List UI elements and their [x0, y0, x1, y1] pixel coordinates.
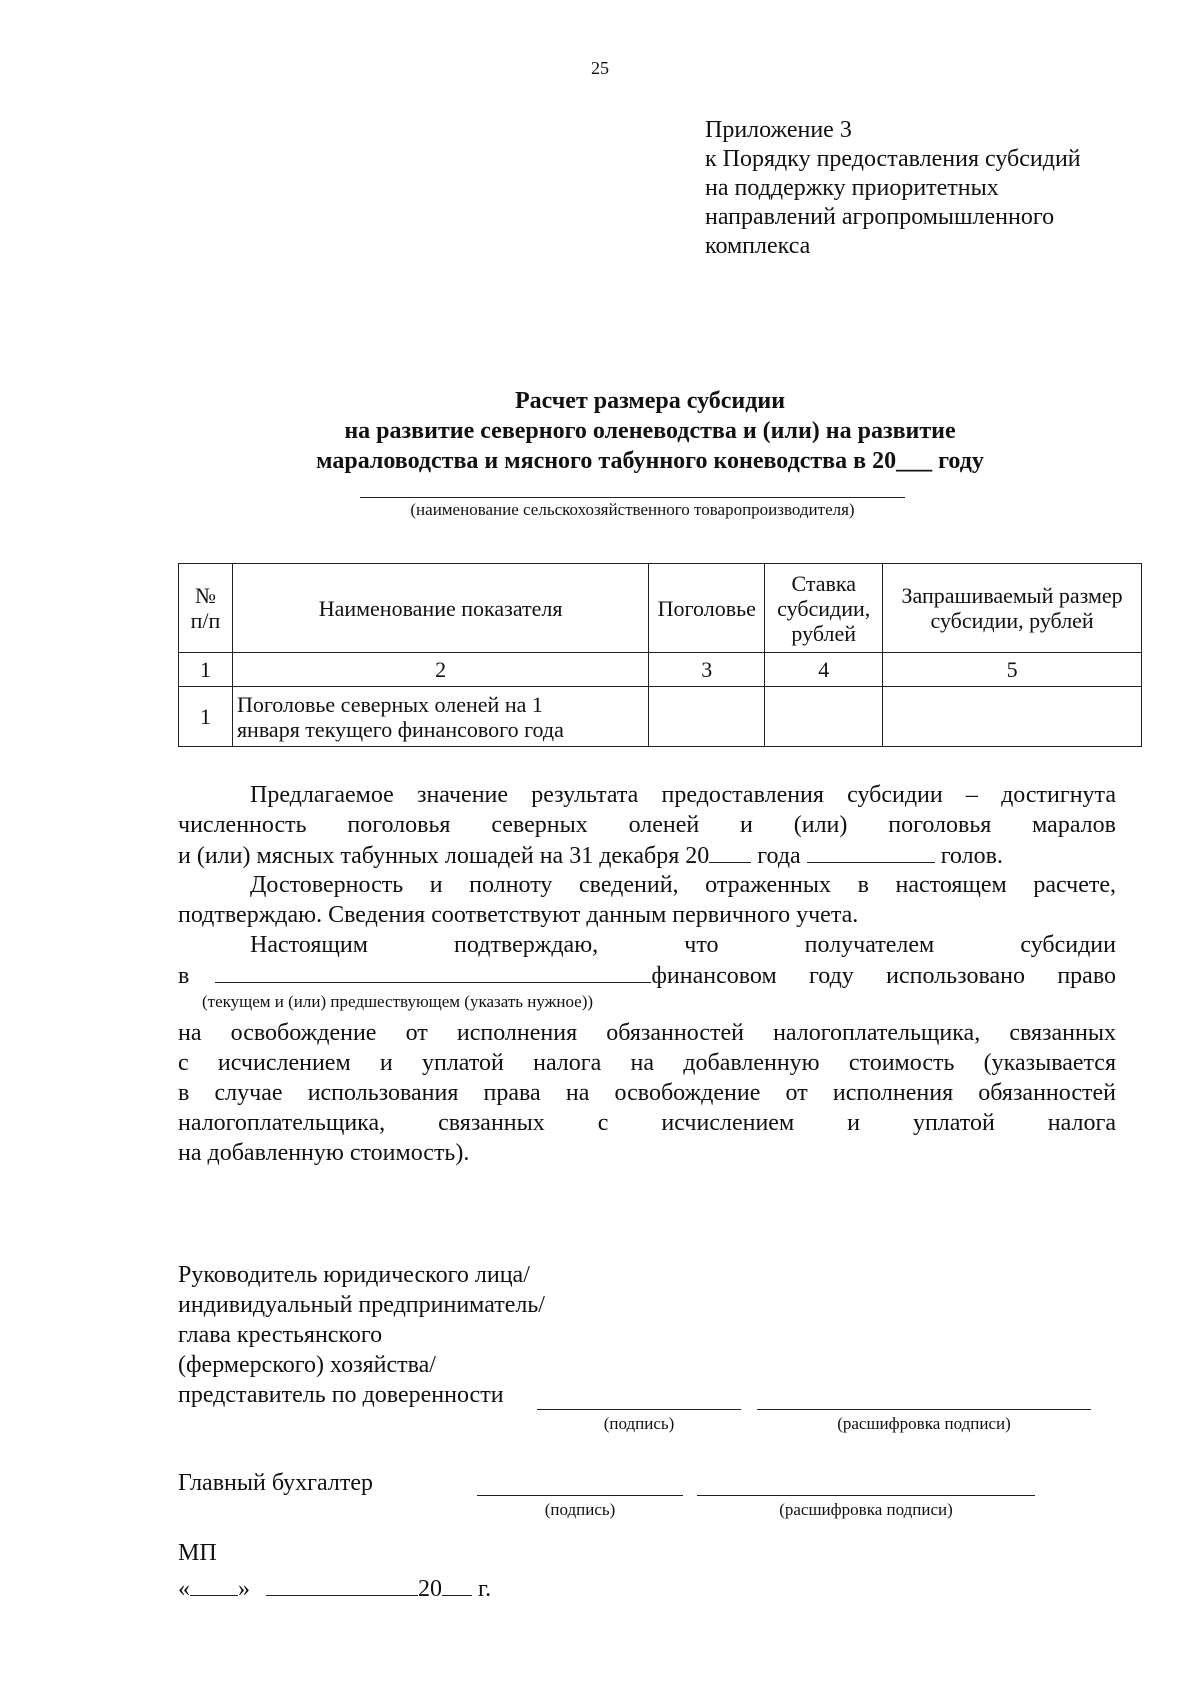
para-exemption-line: налогоплательщика, связанных с исчислением и уплатой налога: [178, 1110, 1116, 1136]
appendix-line: Приложение 3: [705, 117, 852, 143]
document-title: [180, 386, 1120, 476]
title-line: мараловодства и мясного табунного коневодства в 20___ году: [316, 448, 984, 474]
appendix-line: направлений агропромышленного: [705, 204, 1055, 230]
page-number: 25: [591, 58, 609, 78]
column-number: 3: [649, 653, 765, 687]
row-indicator-name: [232, 687, 648, 747]
para-exemption-line: на освобождение от исполнения обязанностей налогоплательщика, связанных: [178, 1020, 1116, 1046]
para-certify-line: подтверждаю. Сведения соответствуют данным первичного учета.: [178, 902, 859, 928]
year-suffix-blank[interactable]: [442, 1573, 472, 1596]
head-signature-line[interactable]: [537, 1409, 741, 1410]
org-name-caption: (наименование сельскохозяйственного товаропроизводителя): [410, 500, 855, 519]
accountant-signature-caption: (подпись): [544, 1500, 616, 1519]
heads-blank[interactable]: [807, 840, 935, 863]
accountant-label: Главный бухгалтер: [178, 1470, 373, 1496]
date-close-quote: »: [238, 1576, 250, 1602]
head-title-line: Руководитель юридического лица/: [178, 1262, 530, 1288]
row-rate-cell[interactable]: [765, 687, 883, 747]
para-certify-line: Достоверность и полноту сведений, отраженных в настоящем расчете,: [250, 872, 1116, 898]
head-signature-caption: (подпись): [603, 1414, 675, 1433]
para-confirm-line: [178, 960, 1116, 991]
head-title-line: (фермерского) хозяйства/: [178, 1352, 436, 1378]
para-exemption-line: с исчислением и уплатой налога на добавленную стоимость (указывается: [178, 1050, 1116, 1076]
header-heads: Поголовье: [649, 564, 765, 653]
header-requested: [883, 564, 1142, 653]
head-title-line: глава крестьянского: [178, 1322, 383, 1348]
para-result-line: численность поголовья северных оленей и (или) поголовья маралов: [178, 812, 1116, 838]
column-number-row: [179, 653, 1142, 687]
result-heads-word: голов.: [940, 843, 1003, 869]
column-number: 1: [179, 653, 233, 687]
stamp-mark: МП: [178, 1540, 217, 1566]
column-number: 5: [883, 653, 1142, 687]
row-heads-cell[interactable]: [649, 687, 765, 747]
date-year: 20: [418, 1576, 442, 1602]
date-line: [178, 1573, 1116, 1604]
calculation-table: [178, 563, 1142, 747]
result-year-word: года: [757, 843, 801, 869]
confirm-text: финансовом году использовано право: [651, 963, 1116, 989]
row-num: 1: [179, 687, 233, 747]
date-suffix: г.: [478, 1576, 492, 1602]
para-confirm-line: Настоящим подтверждаю, что получателем субсидии: [250, 932, 1116, 958]
header-num: [179, 564, 233, 653]
title-line: на развитие северного оленеводства и (или) на развитие: [344, 418, 956, 444]
day-blank[interactable]: [190, 1573, 238, 1596]
table-row: [179, 687, 1142, 747]
header-indicator-name: Наименование показателя: [232, 564, 648, 653]
header-requested-line: Запрашиваемый размер: [901, 583, 1123, 608]
table-header-row: [179, 564, 1142, 653]
header-rate: [765, 564, 883, 653]
header-num-line: №: [194, 583, 216, 608]
org-name-line: [360, 497, 905, 498]
month-blank[interactable]: [266, 1573, 418, 1596]
appendix-block: [705, 116, 1081, 261]
column-number: 4: [765, 653, 883, 687]
appendix-line: комплекса: [705, 233, 811, 259]
para-exemption-line: на добавленную стоимость).: [178, 1140, 470, 1166]
date-open-quote: «: [178, 1576, 190, 1602]
para-exemption-line: в случае использования права на освобождение от исполнения обязанностей: [178, 1080, 1116, 1106]
accountant-signature-line[interactable]: [477, 1495, 683, 1496]
accountant-decode-caption: (расшифровка подписи): [779, 1500, 953, 1519]
accountant-decode-line[interactable]: [697, 1495, 1035, 1496]
header-rate-line: рублей: [791, 620, 857, 646]
header-requested-line: субсидии, рублей: [930, 608, 1094, 633]
fiscal-year-blank[interactable]: [215, 960, 651, 983]
row-name-line: Поголовье северных оленей на 1: [236, 691, 543, 717]
head-decode-line[interactable]: [757, 1409, 1091, 1410]
row-requested-cell[interactable]: [883, 687, 1142, 747]
header-rate-line: Ставка: [791, 570, 856, 596]
header-rate-line: субсидии,: [777, 595, 871, 621]
header-num-line: п/п: [190, 608, 221, 633]
column-number: 2: [232, 653, 648, 687]
year-blank[interactable]: [709, 840, 751, 863]
title-line: Расчет размера субсидии: [514, 388, 786, 414]
row-name-line: января текущего финансового года: [236, 716, 564, 742]
result-text: и (или) мясных табунных лошадей на 31 декабря 20: [178, 843, 710, 869]
head-title-line: представитель по доверенности: [178, 1382, 504, 1408]
para-result-line: Предлагаемое значение результата предоставления субсидии – достигнута: [250, 782, 1116, 808]
head-title-line: индивидуальный предприниматель/: [178, 1292, 545, 1318]
head-decode-caption: (расшифровка подписи): [837, 1414, 1011, 1433]
fiscal-year-caption: (текущем и (или) предшествующем (указать нужное)): [202, 992, 594, 1011]
para-result-line: [178, 840, 1116, 871]
appendix-line: на поддержку приоритетных: [705, 175, 999, 201]
confirm-prefix: в: [178, 963, 190, 989]
appendix-line: к Порядку предоставления субсидий: [705, 146, 1081, 172]
